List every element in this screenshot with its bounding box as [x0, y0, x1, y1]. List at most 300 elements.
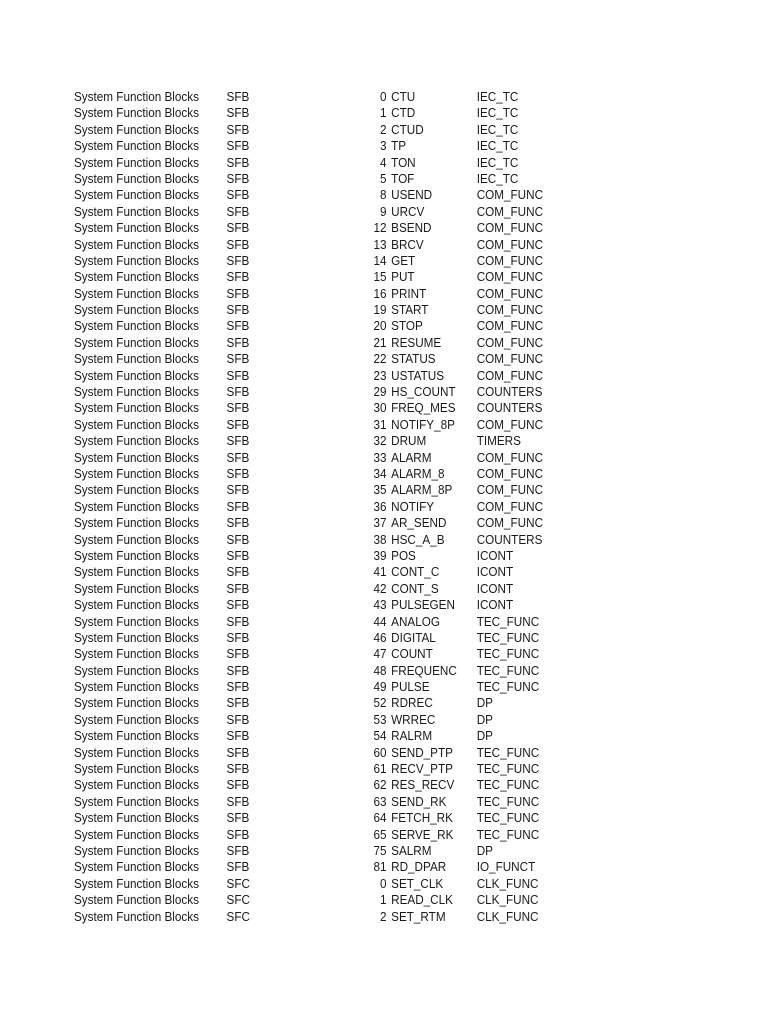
- category-cell: System Function Blocks: [74, 319, 199, 334]
- type-cell: SFB: [226, 860, 250, 875]
- table-row: [74, 630, 570, 646]
- name-cell: RESUME: [391, 335, 442, 350]
- name-cell: ALARM: [391, 450, 432, 465]
- category-cell: System Function Blocks: [74, 450, 199, 465]
- family-cell: TEC_FUNC: [476, 614, 540, 629]
- category-cell: System Function Blocks: [74, 860, 199, 875]
- type-cell: SFB: [226, 106, 250, 121]
- family-cell: COM_FUNC: [476, 417, 544, 432]
- number-cell: 34: [373, 466, 387, 481]
- type-cell: SFB: [226, 729, 250, 744]
- type-cell: SFC: [226, 876, 250, 891]
- category-cell: System Function Blocks: [74, 843, 199, 858]
- table-row: [74, 859, 570, 875]
- category-cell: System Function Blocks: [74, 794, 199, 809]
- category-cell: System Function Blocks: [74, 204, 199, 219]
- number-cell: 23: [373, 368, 387, 383]
- family-cell: TEC_FUNC: [476, 663, 540, 678]
- table-row: [74, 581, 570, 597]
- category-cell: System Function Blocks: [74, 647, 199, 662]
- type-cell: SFB: [226, 827, 250, 842]
- table-row: [74, 663, 570, 679]
- table-row: [74, 400, 570, 416]
- category-cell: System Function Blocks: [74, 778, 199, 793]
- table-row: [74, 827, 570, 843]
- family-cell: TEC_FUNC: [476, 778, 540, 793]
- name-cell: AR_SEND: [391, 516, 447, 531]
- family-cell: TEC_FUNC: [476, 680, 540, 695]
- type-cell: SFB: [226, 188, 250, 203]
- number-cell: 44: [373, 614, 387, 629]
- type-cell: SFB: [226, 139, 250, 154]
- name-cell: POS: [391, 548, 416, 563]
- name-cell: BRCV: [391, 237, 424, 252]
- table-row: [74, 302, 570, 318]
- type-cell: SFB: [226, 286, 250, 301]
- type-cell: SFB: [226, 221, 250, 236]
- name-cell: USEND: [391, 188, 433, 203]
- category-cell: System Function Blocks: [74, 548, 199, 563]
- number-cell: 65: [373, 827, 387, 842]
- name-cell: SEND_RK: [391, 794, 447, 809]
- category-cell: System Function Blocks: [74, 401, 199, 416]
- table-row: [74, 876, 570, 892]
- type-cell: SFB: [226, 516, 250, 531]
- number-cell: 12: [373, 221, 387, 236]
- number-cell: 75: [373, 843, 387, 858]
- category-cell: System Function Blocks: [74, 876, 199, 891]
- table-row: [74, 515, 570, 531]
- family-cell: CLK_FUNC: [476, 876, 539, 891]
- family-cell: IEC_TC: [476, 155, 519, 170]
- number-cell: 8: [379, 188, 387, 203]
- type-cell: SFB: [226, 466, 250, 481]
- table-row: [74, 532, 570, 548]
- type-cell: SFB: [226, 319, 250, 334]
- table-row: [74, 614, 570, 630]
- category-cell: System Function Blocks: [74, 680, 199, 695]
- table-row: [74, 695, 570, 711]
- type-cell: SFB: [226, 762, 250, 777]
- name-cell: ALARM_8P: [391, 483, 453, 498]
- name-cell: CTUD: [391, 122, 424, 137]
- name-cell: CTD: [391, 106, 416, 121]
- type-cell: SFB: [226, 417, 250, 432]
- category-cell: System Function Blocks: [74, 368, 199, 383]
- type-cell: SFB: [226, 450, 250, 465]
- family-cell: ICONT: [476, 565, 514, 580]
- family-cell: COM_FUNC: [476, 253, 544, 268]
- type-cell: SFB: [226, 90, 250, 104]
- number-cell: 35: [373, 483, 387, 498]
- name-cell: SET_RTM: [391, 909, 446, 924]
- family-cell: TEC_FUNC: [476, 762, 540, 777]
- type-cell: SFB: [226, 335, 250, 350]
- type-cell: SFB: [226, 237, 250, 252]
- number-cell: 30: [373, 401, 387, 416]
- category-cell: System Function Blocks: [74, 565, 199, 580]
- number-cell: 2: [379, 909, 387, 924]
- name-cell: STOP: [391, 319, 423, 334]
- category-cell: System Function Blocks: [74, 712, 199, 727]
- family-cell: COM_FUNC: [476, 204, 544, 219]
- type-cell: SFB: [226, 270, 250, 285]
- type-cell: SFB: [226, 565, 250, 580]
- number-cell: 47: [373, 647, 387, 662]
- type-cell: SFB: [226, 794, 250, 809]
- family-cell: TEC_FUNC: [476, 794, 540, 809]
- category-cell: System Function Blocks: [74, 417, 199, 432]
- family-cell: COM_FUNC: [476, 270, 544, 285]
- category-cell: System Function Blocks: [74, 303, 199, 318]
- function-block-table: [74, 89, 570, 925]
- number-cell: 38: [373, 532, 387, 547]
- name-cell: TON: [391, 155, 416, 170]
- category-cell: System Function Blocks: [74, 811, 199, 826]
- number-cell: 20: [373, 319, 387, 334]
- table-row: [74, 728, 570, 744]
- family-cell: TEC_FUNC: [476, 811, 540, 826]
- category-cell: System Function Blocks: [74, 188, 199, 203]
- table-row: [74, 335, 570, 351]
- number-cell: 63: [373, 794, 387, 809]
- table-row: [74, 548, 570, 564]
- table-row: [74, 843, 570, 859]
- name-cell: CONT_S: [391, 581, 439, 596]
- family-cell: COUNTERS: [476, 401, 543, 416]
- type-cell: SFB: [226, 155, 250, 170]
- category-cell: System Function Blocks: [74, 171, 199, 186]
- type-cell: SFB: [226, 712, 250, 727]
- name-cell: NOTIFY: [391, 499, 435, 514]
- family-cell: DP: [476, 843, 493, 858]
- number-cell: 2: [379, 122, 387, 137]
- name-cell: CONT_C: [391, 565, 440, 580]
- type-cell: SFB: [226, 401, 250, 416]
- table-row: [74, 761, 570, 777]
- number-cell: 60: [373, 745, 387, 760]
- category-cell: System Function Blocks: [74, 827, 199, 842]
- name-cell: FREQ_MES: [391, 401, 456, 416]
- family-cell: COM_FUNC: [476, 466, 544, 481]
- type-cell: SFB: [226, 303, 250, 318]
- name-cell: WRREC: [391, 712, 436, 727]
- category-cell: System Function Blocks: [74, 155, 199, 170]
- family-cell: COM_FUNC: [476, 188, 544, 203]
- name-cell: READ_CLK: [391, 893, 453, 908]
- table-row: [74, 138, 570, 154]
- table-row: [74, 269, 570, 285]
- number-cell: 52: [373, 696, 387, 711]
- family-cell: TEC_FUNC: [476, 827, 540, 842]
- number-cell: 41: [373, 565, 387, 580]
- family-cell: DP: [476, 712, 493, 727]
- category-cell: System Function Blocks: [74, 221, 199, 236]
- category-cell: System Function Blocks: [74, 335, 199, 350]
- family-cell: COM_FUNC: [476, 221, 544, 236]
- name-cell: RD_DPAR: [391, 860, 447, 875]
- table-row: [74, 679, 570, 695]
- table-row: [74, 466, 570, 482]
- table-row: [74, 318, 570, 334]
- table-row: [74, 499, 570, 515]
- category-cell: System Function Blocks: [74, 614, 199, 629]
- name-cell: SALRM: [391, 843, 432, 858]
- type-cell: SFB: [226, 778, 250, 793]
- number-cell: 49: [373, 680, 387, 695]
- number-cell: 64: [373, 811, 387, 826]
- family-cell: ICONT: [476, 548, 514, 563]
- category-cell: System Function Blocks: [74, 762, 199, 777]
- family-cell: COM_FUNC: [476, 237, 544, 252]
- category-cell: System Function Blocks: [74, 90, 199, 104]
- table-row: [74, 646, 570, 662]
- family-cell: TEC_FUNC: [476, 630, 540, 645]
- type-cell: SFB: [226, 434, 250, 449]
- name-cell: HSC_A_B: [391, 532, 445, 547]
- number-cell: 62: [373, 778, 387, 793]
- table-row: [74, 368, 570, 384]
- family-cell: TIMERS: [476, 434, 521, 449]
- table-row: [74, 253, 570, 269]
- category-cell: System Function Blocks: [74, 909, 199, 924]
- type-cell: SFB: [226, 253, 250, 268]
- name-cell: FREQUENC: [391, 663, 457, 678]
- number-cell: 3: [379, 139, 387, 154]
- number-cell: 19: [373, 303, 387, 318]
- family-cell: COM_FUNC: [476, 483, 544, 498]
- name-cell: FETCH_RK: [391, 811, 453, 826]
- category-cell: System Function Blocks: [74, 663, 199, 678]
- table-row: [74, 351, 570, 367]
- table-row: [74, 89, 570, 105]
- number-cell: 14: [373, 253, 387, 268]
- name-cell: URCV: [391, 204, 425, 219]
- category-cell: System Function Blocks: [74, 696, 199, 711]
- table-row: [74, 597, 570, 613]
- name-cell: NOTIFY_8P: [391, 417, 455, 432]
- category-cell: System Function Blocks: [74, 532, 199, 547]
- name-cell: USTATUS: [391, 368, 445, 383]
- number-cell: 54: [373, 729, 387, 744]
- type-cell: SFB: [226, 368, 250, 383]
- name-cell: PULSEGEN: [391, 598, 455, 613]
- number-cell: 53: [373, 712, 387, 727]
- category-cell: System Function Blocks: [74, 516, 199, 531]
- name-cell: DRUM: [391, 434, 427, 449]
- category-cell: System Function Blocks: [74, 385, 199, 400]
- family-cell: COM_FUNC: [476, 516, 544, 531]
- table-row: [74, 810, 570, 826]
- family-cell: CLK_FUNC: [476, 909, 539, 924]
- type-cell: SFB: [226, 811, 250, 826]
- number-cell: 46: [373, 630, 387, 645]
- category-cell: System Function Blocks: [74, 237, 199, 252]
- type-cell: SFB: [226, 680, 250, 695]
- name-cell: PRINT: [391, 286, 427, 301]
- table-row: [74, 105, 570, 121]
- name-cell: PULSE: [391, 680, 430, 695]
- name-cell: RES_RECV: [391, 778, 455, 793]
- type-cell: SFB: [226, 614, 250, 629]
- table-row: [74, 777, 570, 793]
- category-cell: System Function Blocks: [74, 483, 199, 498]
- number-cell: 36: [373, 499, 387, 514]
- name-cell: STATUS: [391, 352, 436, 367]
- table-row: [74, 712, 570, 728]
- table-row: [74, 417, 570, 433]
- type-cell: SFB: [226, 647, 250, 662]
- number-cell: 4: [379, 155, 387, 170]
- family-cell: COM_FUNC: [476, 303, 544, 318]
- number-cell: 33: [373, 450, 387, 465]
- family-cell: COM_FUNC: [476, 286, 544, 301]
- family-cell: IEC_TC: [476, 90, 519, 104]
- table-row: [74, 433, 570, 449]
- type-cell: SFB: [226, 598, 250, 613]
- number-cell: 43: [373, 598, 387, 613]
- type-cell: SFB: [226, 499, 250, 514]
- name-cell: TP: [391, 139, 407, 154]
- type-cell: SFB: [226, 204, 250, 219]
- table-row: [74, 171, 570, 187]
- number-cell: 13: [373, 237, 387, 252]
- family-cell: COM_FUNC: [476, 499, 544, 514]
- type-cell: SFB: [226, 696, 250, 711]
- number-cell: 61: [373, 762, 387, 777]
- number-cell: 0: [379, 876, 387, 891]
- family-cell: COUNTERS: [476, 532, 543, 547]
- family-cell: IEC_TC: [476, 122, 519, 137]
- category-cell: System Function Blocks: [74, 352, 199, 367]
- family-cell: IEC_TC: [476, 171, 519, 186]
- name-cell: GET: [391, 253, 416, 268]
- number-cell: 31: [373, 417, 387, 432]
- table-row: [74, 155, 570, 171]
- table-row: [74, 286, 570, 302]
- number-cell: 42: [373, 581, 387, 596]
- type-cell: SFB: [226, 171, 250, 186]
- type-cell: SFB: [226, 630, 250, 645]
- family-cell: DP: [476, 729, 493, 744]
- name-cell: ALARM_8: [391, 466, 445, 481]
- number-cell: 16: [373, 286, 387, 301]
- number-cell: 9: [379, 204, 387, 219]
- name-cell: TOF: [391, 171, 415, 186]
- family-cell: DP: [476, 696, 493, 711]
- number-cell: 15: [373, 270, 387, 285]
- family-cell: IEC_TC: [476, 106, 519, 121]
- number-cell: 21: [373, 335, 387, 350]
- table-row: [74, 237, 570, 253]
- category-cell: System Function Blocks: [74, 893, 199, 908]
- number-cell: 48: [373, 663, 387, 678]
- family-cell: ICONT: [476, 598, 514, 613]
- category-cell: System Function Blocks: [74, 729, 199, 744]
- name-cell: PUT: [391, 270, 415, 285]
- type-cell: SFB: [226, 843, 250, 858]
- name-cell: BSEND: [391, 221, 432, 236]
- family-cell: COM_FUNC: [476, 450, 544, 465]
- family-cell: COM_FUNC: [476, 319, 544, 334]
- category-cell: System Function Blocks: [74, 122, 199, 137]
- number-cell: 29: [373, 385, 387, 400]
- number-cell: 0: [379, 90, 387, 104]
- type-cell: SFB: [226, 663, 250, 678]
- family-cell: IO_FUNCT: [476, 860, 536, 875]
- category-cell: System Function Blocks: [74, 630, 199, 645]
- type-cell: SFB: [226, 745, 250, 760]
- type-cell: SFB: [226, 548, 250, 563]
- table-row: [74, 187, 570, 203]
- table-row: [74, 122, 570, 138]
- category-cell: System Function Blocks: [74, 598, 199, 613]
- number-cell: 1: [379, 106, 387, 121]
- table-row: [74, 204, 570, 220]
- number-cell: 39: [373, 548, 387, 563]
- number-cell: 32: [373, 434, 387, 449]
- category-cell: System Function Blocks: [74, 286, 199, 301]
- category-cell: System Function Blocks: [74, 253, 199, 268]
- table-row: [74, 745, 570, 761]
- name-cell: DIGITAL: [391, 630, 436, 645]
- category-cell: System Function Blocks: [74, 139, 199, 154]
- family-cell: COUNTERS: [476, 385, 543, 400]
- name-cell: SET_CLK: [391, 876, 444, 891]
- name-cell: CTU: [391, 90, 416, 104]
- family-cell: TEC_FUNC: [476, 745, 540, 760]
- table-row: [74, 909, 570, 925]
- family-cell: COM_FUNC: [476, 352, 544, 367]
- category-cell: System Function Blocks: [74, 581, 199, 596]
- number-cell: 81: [373, 860, 387, 875]
- category-cell: System Function Blocks: [74, 270, 199, 285]
- type-cell: SFB: [226, 122, 250, 137]
- name-cell: HS_COUNT: [391, 385, 456, 400]
- category-cell: System Function Blocks: [74, 466, 199, 481]
- name-cell: ANALOG: [391, 614, 440, 629]
- type-cell: SFC: [226, 893, 250, 908]
- family-cell: ICONT: [476, 581, 514, 596]
- family-cell: COM_FUNC: [476, 368, 544, 383]
- table-row: [74, 482, 570, 498]
- number-cell: 37: [373, 516, 387, 531]
- table-row: [74, 384, 570, 400]
- type-cell: SFB: [226, 581, 250, 596]
- family-cell: CLK_FUNC: [476, 893, 539, 908]
- name-cell: RECV_PTP: [391, 762, 453, 777]
- family-cell: IEC_TC: [476, 139, 519, 154]
- table-row: [74, 450, 570, 466]
- name-cell: RALRM: [391, 729, 433, 744]
- table-row: [74, 794, 570, 810]
- type-cell: SFB: [226, 352, 250, 367]
- table-row: [74, 892, 570, 908]
- table-row: [74, 220, 570, 236]
- type-cell: SFB: [226, 483, 250, 498]
- number-cell: 22: [373, 352, 387, 367]
- category-cell: System Function Blocks: [74, 106, 199, 121]
- type-cell: SFB: [226, 532, 250, 547]
- number-cell: 5: [379, 171, 387, 186]
- name-cell: SEND_PTP: [391, 745, 453, 760]
- category-cell: System Function Blocks: [74, 434, 199, 449]
- name-cell: COUNT: [391, 647, 433, 662]
- name-cell: RDREC: [391, 696, 433, 711]
- number-cell: 1: [379, 893, 387, 908]
- family-cell: TEC_FUNC: [476, 647, 540, 662]
- family-cell: COM_FUNC: [476, 335, 544, 350]
